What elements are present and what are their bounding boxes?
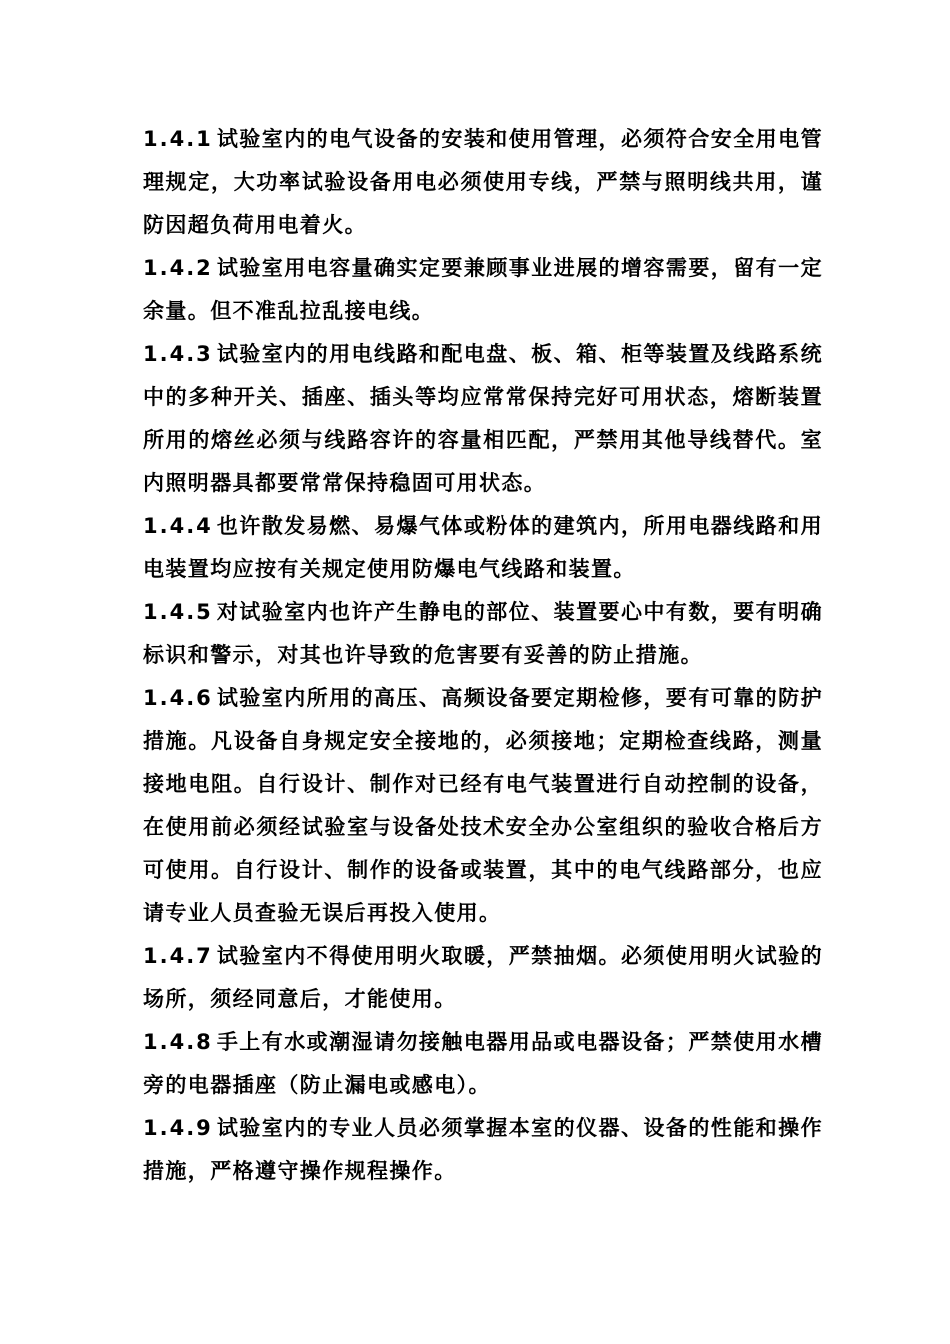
clause-1-4-2 <box>143 247 823 333</box>
clause-text: 手上有水或潮湿请勿接触电器用品或电器设备；严禁使用水槽旁的电器插座（防止漏电或感电）。 <box>143 1030 823 1097</box>
clause-number: 1.4.8 <box>143 1030 213 1054</box>
clause-1-4-7 <box>143 935 823 1021</box>
clause-number: 1.4.3 <box>143 342 213 366</box>
clause-1-4-4 <box>143 505 823 591</box>
clause-text: 试验室内不得使用明火取暖，严禁抽烟。必须使用明火试验的场所，须经同意后，才能使用。 <box>143 944 823 1011</box>
clause-number: 1.4.9 <box>143 1116 213 1140</box>
clause-number: 1.4.7 <box>143 944 213 968</box>
clause-text: 试验室内的电气设备的安装和使用管理，必须符合安全用电管理规定，大功率试验设备用电必须使用专线，严禁与照明线共用，谨防因超负荷用电着火。 <box>143 127 823 237</box>
clause-number: 1.4.5 <box>143 600 213 624</box>
clause-number: 1.4.6 <box>143 686 213 710</box>
clause-text: 试验室用电容量确实定要兼顾事业进展的增容需要，留有一定余量。但不准乱拉乱接电线。 <box>143 256 823 323</box>
clause-text: 也许散发易燃、易爆气体或粉体的建筑内，所用电器线路和用电装置均应按有关规定使用防爆电气线路和装置。 <box>143 514 823 581</box>
document-body <box>143 118 823 1193</box>
clause-1-4-6 <box>143 677 823 935</box>
clause-text: 试验室内所用的高压、高频设备要定期检修，要有可靠的防护措施。凡设备自身规定安全接地的，必须接地；定期检查线路，测量接地电阻。自行设计、制作对已经有电气装置进行自动控制的设备，在使用前必须经试验室与设备处技术安全办公室组织的验收合格后方可使用。自行设计、制作的设备或装置，其中的电气线路部分，也应请专业人员查验无误后再投入使用。 <box>143 686 823 925</box>
clause-number: 1.4.2 <box>143 256 213 280</box>
clause-text: 对试验室内也许产生静电的部位、装置要心中有数，要有明确标识和警示，对其也许导致的危害要有妥善的防止措施。 <box>143 600 823 667</box>
clause-1-4-9 <box>143 1107 823 1193</box>
clause-text: 试验室内的专业人员必须掌握本室的仪器、设备的性能和操作措施，严格遵守操作规程操作。 <box>143 1116 823 1183</box>
clause-text: 试验室内的用电线路和配电盘、板、箱、柜等装置及线路系统中的多种开关、插座、插头等均应常常保持完好可用状态，熔断装置所用的熔丝必须与线路容许的容量相匹配，严禁用其他导线替代。室内照明器具都要常常保持稳固可用状态。 <box>143 342 823 495</box>
clause-1-4-1 <box>143 118 823 247</box>
clause-1-4-8 <box>143 1021 823 1107</box>
clause-1-4-3 <box>143 333 823 505</box>
clause-number: 1.4.1 <box>143 127 213 151</box>
clause-number: 1.4.4 <box>143 514 213 538</box>
clause-1-4-5 <box>143 591 823 677</box>
